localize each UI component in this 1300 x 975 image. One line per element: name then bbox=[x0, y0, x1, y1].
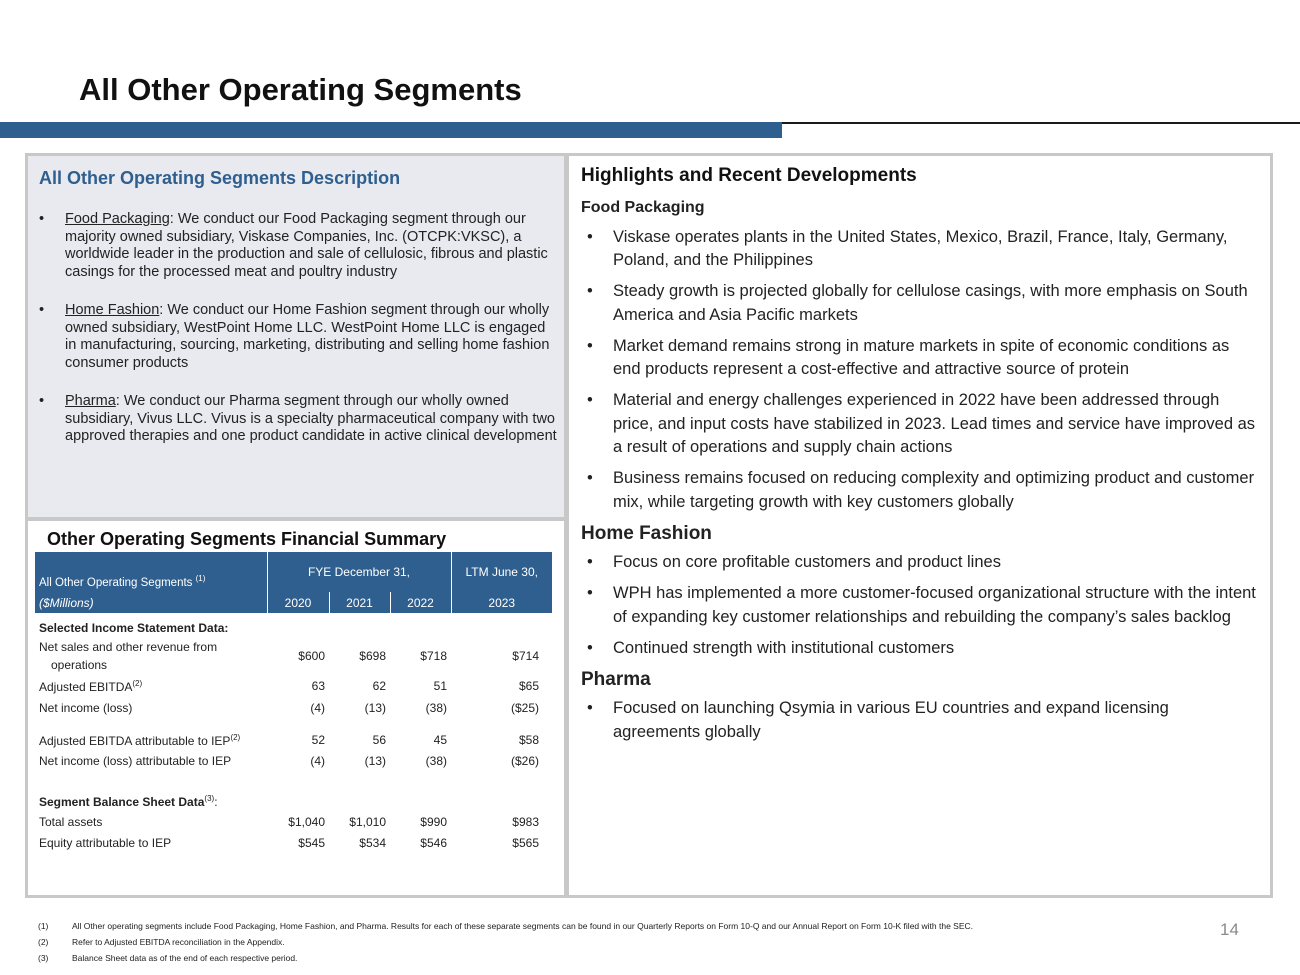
list-item: • Market demand remains strong in mature markets in spite of economic conditions as end products represent a cost-effective and attractive source of protein bbox=[587, 336, 1230, 378]
spacer-row bbox=[35, 718, 552, 730]
table-row bbox=[35, 811, 552, 832]
row-label: Net income (loss) attributable to IEP bbox=[39, 753, 232, 768]
cell: $718 bbox=[420, 649, 447, 663]
cell: 62 bbox=[372, 679, 386, 693]
income-heading: Selected Income Statement Data: bbox=[39, 621, 229, 635]
bullet-icon: • bbox=[587, 584, 593, 602]
cell: (38) bbox=[425, 700, 447, 715]
financial-summary-table bbox=[35, 552, 552, 853]
cell: 45 bbox=[433, 733, 447, 747]
home-fashion-bullets bbox=[581, 551, 1257, 660]
table-row bbox=[35, 697, 552, 718]
cell: $545 bbox=[298, 835, 325, 850]
income-heading-row bbox=[35, 613, 552, 637]
pharma-bullets bbox=[581, 697, 1257, 744]
cell: $546 bbox=[420, 835, 447, 850]
table-row bbox=[35, 637, 552, 675]
cell: $1,010 bbox=[349, 814, 386, 829]
table-row bbox=[35, 750, 552, 771]
spacer-row bbox=[35, 771, 552, 791]
balance-heading: Segment Balance Sheet Data$^{(3)}$: bbox=[39, 793, 218, 809]
financial-summary-heading: Other Operating Segments Financial Summary bbox=[47, 529, 447, 549]
section-title-pharma: Pharma bbox=[581, 668, 651, 690]
description-item-text: : We conduct our Home Fashion segment through our wholly owned subsidiary, WestPoint Home LLC. WestPoint Home LLC is engaged in manufacturing, sourcing, marketing, distributing and selling home fashion consumer products bbox=[65, 302, 550, 371]
cell: 51 bbox=[433, 679, 447, 693]
bullet-icon: • bbox=[587, 336, 593, 355]
food-packaging-bullets bbox=[581, 226, 1257, 515]
section-title-home-fashion: Home Fashion bbox=[581, 522, 712, 544]
bullet-icon: • bbox=[587, 699, 593, 717]
table-row bbox=[35, 730, 552, 750]
row-label: Total assets bbox=[39, 814, 103, 829]
cell: (4) bbox=[310, 753, 325, 768]
bullet-icon: • bbox=[587, 227, 593, 246]
description-item-label: Food Packaging bbox=[65, 211, 170, 227]
footnote bbox=[38, 918, 973, 934]
ltm-header: LTM June 30, bbox=[451, 552, 552, 592]
description-item-text: : We conduct our Food Packaging segment through our majority owned subsidiary, Viskase Companies, Inc. (OTCPK:VKSC), a worldwide leader in the production and sale of cellulosic, fibrous and plastic casings for the processed meat and poultry industry bbox=[65, 211, 548, 280]
table-row bbox=[35, 832, 552, 853]
list-item: • Focused on launching Qsymia in various EU countries and expand licensing agreements globally bbox=[587, 699, 1169, 741]
bullet-icon: • bbox=[39, 393, 45, 409]
panel-divider bbox=[28, 517, 564, 521]
description-heading: All Other Operating Segments Description bbox=[39, 168, 401, 188]
row-label: Adjusted EBITDA attributable to IEP$^{(2)}$ bbox=[39, 732, 241, 748]
year-2023: 2023 bbox=[451, 592, 552, 613]
bullet-icon: • bbox=[587, 282, 593, 300]
cell: $600 bbox=[298, 649, 325, 663]
description-item-text: : We conduct our Pharma segment through our wholly owned subsidiary, Vivus LLC. Vivus is a specialty pharmaceutical company with two approved therapies and one product candidate in active clinical development bbox=[65, 393, 557, 444]
description-item-food-packaging bbox=[39, 211, 559, 281]
cell: (13) bbox=[364, 700, 386, 715]
footnote-text: All Other operating segments include Food Packaging, Home Fashion, and Pharma. Results for each of these separate segments can be found in our Quarterly Reports on Form 10-Q and our Annual Report on Form 10-K filed with the SEC. bbox=[72, 921, 974, 931]
table-row bbox=[35, 675, 552, 697]
title-rule bbox=[782, 122, 1300, 124]
cell: (13) bbox=[364, 753, 386, 768]
bullet-icon: • bbox=[587, 553, 593, 571]
table-title: All Other Operating Segments $^{(1)}$ bbox=[35, 552, 267, 592]
page-number: 14 bbox=[1220, 920, 1239, 939]
year-2020: 2020 bbox=[267, 592, 329, 613]
footnote bbox=[38, 934, 973, 950]
footnotes bbox=[38, 918, 973, 966]
cell: 63 bbox=[311, 679, 325, 693]
cell: (38) bbox=[425, 753, 447, 768]
units-label: ($Millions) bbox=[35, 592, 267, 613]
cell: ($25) bbox=[510, 700, 539, 715]
cell: $990 bbox=[420, 814, 447, 829]
list-item: • Focus on core profitable customers and product lines bbox=[581, 551, 1257, 575]
cell: ($26) bbox=[510, 753, 539, 768]
balance-heading-row bbox=[35, 791, 552, 811]
highlights-heading: Highlights and Recent Developments bbox=[581, 165, 917, 186]
row-label: Adjusted EBITDA$^{(2)}$ bbox=[39, 678, 143, 694]
cell: $983 bbox=[512, 814, 539, 829]
row-label: Net income (loss) bbox=[39, 700, 133, 715]
section-title-food-packaging: Food Packaging bbox=[581, 199, 705, 216]
row-label: Net sales and other revenue from operations bbox=[39, 640, 218, 672]
cell: $1,040 bbox=[288, 814, 325, 829]
footnote-number: (3) bbox=[38, 953, 49, 963]
cell: 56 bbox=[372, 733, 386, 747]
footnote-number: (2) bbox=[38, 937, 49, 947]
highlights-body bbox=[581, 196, 1257, 752]
description-list bbox=[39, 211, 559, 467]
description-item-home-fashion bbox=[39, 302, 559, 372]
description-item-label: Home Fashion bbox=[65, 302, 160, 318]
cell: $714 bbox=[512, 649, 539, 663]
description-item-pharma bbox=[39, 393, 559, 446]
bullet-icon: • bbox=[39, 211, 45, 227]
bullet-icon: • bbox=[587, 391, 593, 409]
table-year-row bbox=[35, 592, 552, 613]
list-item: • Material and energy challenges experienced in 2022 have been addressed through price, and input costs have stabilized in 2023. Lead times and service have improved as a result of operations and supply chain actions bbox=[587, 391, 1256, 456]
footnote-text: Refer to Adjusted EBITDA reconciliation in the Appendix. bbox=[72, 937, 285, 947]
row-label: Equity attributable to IEP bbox=[39, 835, 172, 850]
cell: $65 bbox=[518, 679, 539, 693]
list-item: • Business remains focused on reducing complexity and optimizing product and customer mix, while targeting growth with key customers globally bbox=[587, 469, 1255, 511]
cell: (4) bbox=[310, 700, 325, 715]
year-2022: 2022 bbox=[390, 592, 451, 613]
list-item: • Steady growth is projected globally for cellulose casings, with more emphasis on South America and Asia Pacific markets bbox=[587, 282, 1248, 324]
footnote-text: Balance Sheet data as of the end of each respective period. bbox=[72, 953, 298, 963]
cell: $698 bbox=[359, 649, 386, 663]
title-accent-bar bbox=[0, 122, 782, 138]
slide-title: All Other Operating Segments bbox=[79, 72, 522, 107]
footnote-number: (1) bbox=[38, 921, 49, 931]
year-2021: 2021 bbox=[329, 592, 390, 613]
cell: 52 bbox=[311, 733, 325, 747]
list-item: • WPH has implemented a more customer-focused organizational structure with the intent of expanding key customer relationships and rebuilding the company’s sales backlog bbox=[587, 584, 1256, 626]
list-item: • Continued strength with institutional customers bbox=[581, 637, 1257, 661]
column-divider bbox=[564, 156, 569, 896]
cell: $534 bbox=[359, 835, 386, 850]
bullet-icon: • bbox=[587, 638, 593, 657]
footnote bbox=[38, 950, 973, 966]
bullet-icon: • bbox=[39, 302, 45, 318]
fye-header: FYE December 31, bbox=[267, 552, 451, 592]
table-header-row bbox=[35, 552, 552, 592]
cell: $565 bbox=[512, 835, 539, 850]
list-item: • Viskase operates plants in the United States, Mexico, Brazil, France, Italy, Germany, Poland, and the Philippines bbox=[587, 227, 1228, 269]
description-item-label: Pharma bbox=[65, 393, 116, 409]
cell: $58 bbox=[518, 733, 539, 747]
bullet-icon: • bbox=[587, 469, 593, 487]
